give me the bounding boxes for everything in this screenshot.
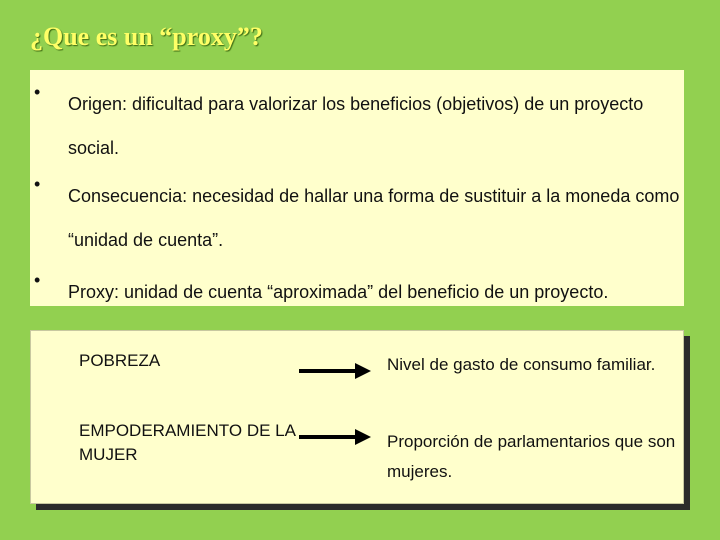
right-arrow-icon — [299, 363, 371, 379]
right-arrow-icon — [299, 429, 371, 445]
bullet-marker: • — [34, 174, 41, 194]
bullet-panel — [30, 70, 684, 306]
bullet-marker: • — [34, 270, 41, 290]
bullet-text: Origen: dificultad para valorizar los beneficios (objetivos) de un proyecto social. — [68, 94, 644, 158]
proxy-empoderamiento: Proporción de parlamentarios que son mujeres. — [387, 432, 676, 481]
slide-title: ¿Que es un “proxy”? — [30, 22, 263, 51]
bullet-text: Consecuencia: necesidad de hallar una forma de sustituir a la moneda como “unidad de cuenta”. — [68, 186, 680, 250]
proxy-pobreza: Nivel de gasto de consumo familiar. — [387, 355, 656, 374]
concept-empoderamiento: EMPODERAMIENTO DE LA MUJER — [79, 421, 296, 464]
concept-pobreza: POBREZA — [79, 351, 161, 370]
bullet-text: Proxy: unidad de cuenta “aproximada” del beneficio de un proyecto. — [68, 282, 609, 302]
bullet-marker: • — [34, 82, 41, 102]
mapping-panel — [30, 330, 684, 504]
